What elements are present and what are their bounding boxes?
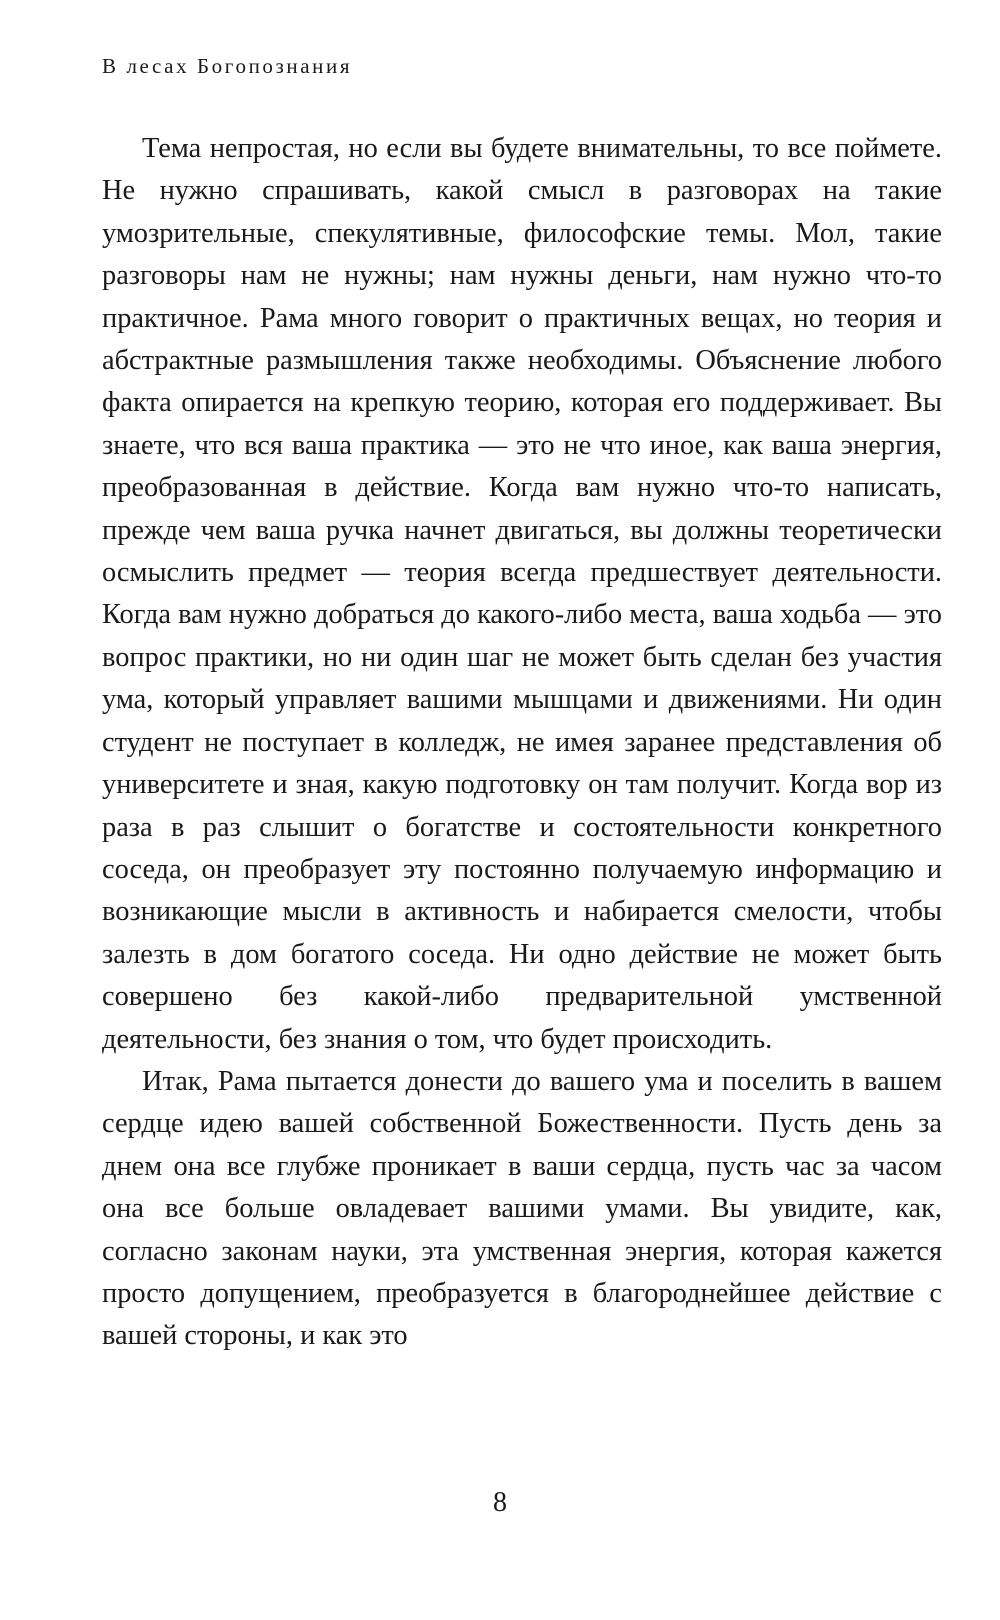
running-title: В лесах Богопознания [102,54,353,78]
page-number: 8 [493,1487,507,1518]
paragraph: Итак, Рама пытается донести до вашего ума и поселить в вашем сердце идею вашей собственной Божественности. Пусть день за днем она все глубже проникает в ваши сердца, пусть час за часом она все больше овладевает вашими умами. Вы увидите, как, согласно законам науки, эта умственная энергия, которая кажется просто допущением, преобразуется в благороднейшее действие с вашей стороны, и как это [102,1065,942,1352]
body-text [102,128,942,1358]
paragraph: Тема непростая, но если вы будете внимательны, то все поймете. Не нужно спрашивать, какой смысл в разговорах на такие умозрительные, спекулятивные, философские темы. Мол, такие разговоры нам не нужны; нам нужны деньги, нам нужно что-то практичное. Рама много говорит о практичных вещах, но теория и абстрактные размышления также необходимы. Объяснение любого факта опирается на крепкую теорию, которая его поддерживает. Вы знаете, что вся ваша практика — это не что иное, как ваша энергия, преобразованная в действие. Когда вам нужно что-то написать, прежде чем ваша ручка начнет двигаться, вы должны теоретически осмыслить предмет — теория всегда предшествует деятельности. Когда вам нужно добраться до какого-либо места, ваша ходьба — это вопрос практики, но ни один шаг не может быть сделан без участия ума, который управляет вашими мышцами и движениями. Ни один студент не поступает в колледж, не имея заранее представления об университете и зная, какую подготовку он там получит. Когда вор из раза в раз слышит о богатстве и состоятельности конкретного соседа, он преобразует эту постоянно получаемую информацию и возникающие мысли в активность и набирается смелости, чтобы залезть в дом богатого соседа. Ни одно действие не может быть совершено без какой-либо предварительной умственной деятельности, без знания о том, что будет происходить. [102,133,942,1055]
